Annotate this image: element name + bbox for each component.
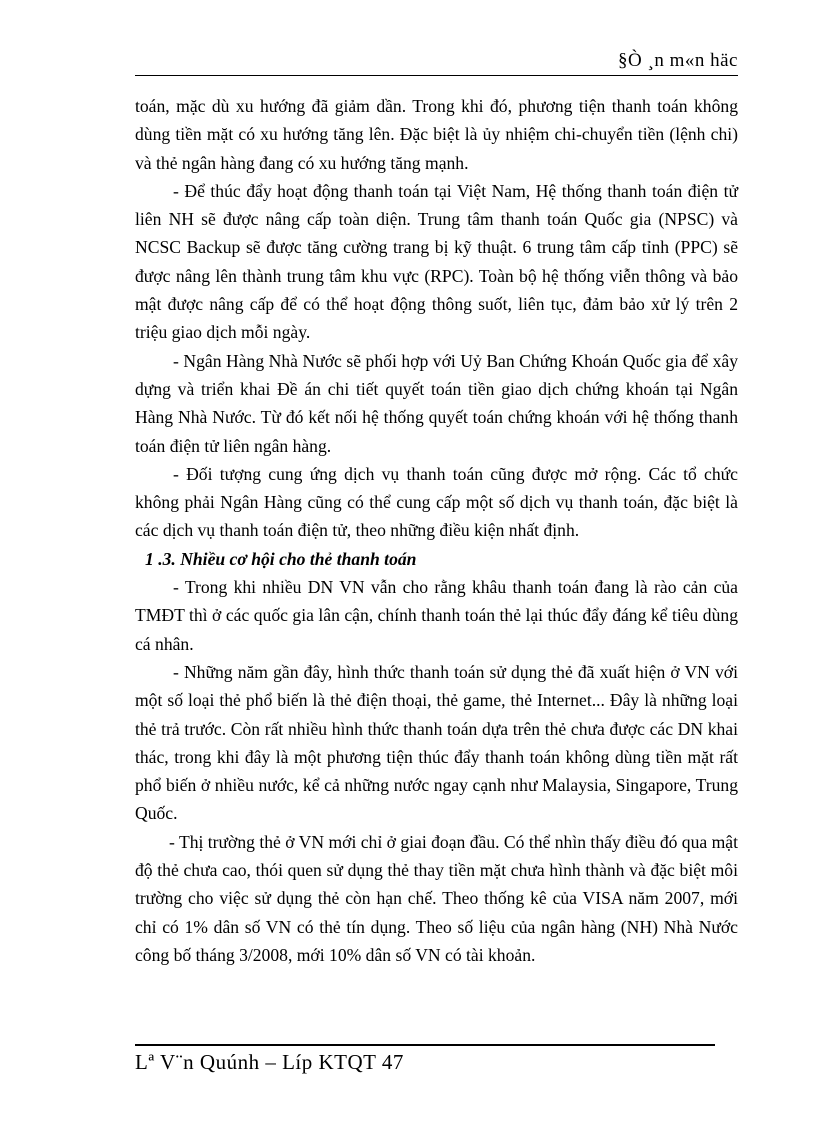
paragraph-2: - Để thúc đẩy hoạt động thanh toán tại Việt Nam, Hệ thống thanh toán điện tử liên NH sẽ được nâng cấp toàn diện. Trung tâm thanh toán Quốc gia (NPSC) và NCSC Backup sẽ được tăng cường trang bị kỹ thuật. 6 trung tâm cấp tỉnh (PPC) sẽ được nâng lên thành trung tâm khu vực (RPC). Toàn bộ hệ thống viễn thông và bảo mật được nâng cấp để có thể hoạt động thông suốt, liên tục, đảm bảo xử lý trên 2 triệu giao dịch mỗi ngày. <box>135 180 738 343</box>
paragraph-5: - Trong khi nhiều DN VN vẫn cho rằng khâu thanh toán đang là rào cản của TMĐT thì ở các quốc gia lân cận, chính thanh toán thẻ lại thúc đẩy đáng kể tiêu dùng cá nhân. <box>135 577 738 654</box>
paragraph-7: - Thị trường thẻ ở VN mới chỉ ở giai đoạn đầu. Có thể nhìn thấy điều đó qua mật độ thẻ chưa cao, thói quen sử dụng thẻ thay tiền mặt chưa hình thành và đặc biệt môi trường cho việc sử dụng thẻ còn hạn chế. Theo thống kê của VISA năm 2007, mới chỉ có 1% dân số VN có thẻ tín dụng. Theo số liệu của ngân hàng (NH) Nhà Nước công bố tháng 3/2008, mới 10% dân số VN có tài khoản. <box>135 831 738 965</box>
paragraph-3: - Ngân Hàng Nhà Nước sẽ phối hợp với Uỷ Ban Chứng Khoán Quốc gia để xây dựng và triển khai Đề án chi tiết quyết toán tiền giao dịch chứng khoán tại Ngân Hàng Nhà Nước. Từ đó kết nối hệ thống quyết toán chứng khoán với hệ thống thanh toán điện tử liên ngân hàng. <box>135 350 738 456</box>
paragraph-4: - Đối tượng cung ứng dịch vụ thanh toán cũng được mở rộng. Các tổ chức không phải Ngân Hàng cũng có thể cung cấp một số dịch vụ thanh toán, đặc biệt là các dịch vụ thanh toán điện tử, theo những điều kiện nhất định. <box>135 463 738 541</box>
page-header-title: §Ò ¸n m«n häc <box>618 50 738 71</box>
paragraph-6: - Những năm gần đây, hình thức thanh toán sử dụng thẻ đã xuất hiện ở VN với một số loại thẻ phổ biến là thẻ điện thoại, thẻ game, thẻ Internet... Đây là những loại thẻ trả trước. Còn rất nhiều hình thức thanh toán dựa trên thẻ chưa được các DN khai thác, trong khi đây là một phương tiện thúc đẩy thanh toán không dùng tiền mặt rất phổ biến ở nhiều nước, kể cả những nước ngay cạnh như Malaysia, Singapore, Trung Quốc. <box>135 661 738 824</box>
document-body <box>135 92 738 969</box>
footer-divider <box>135 1044 715 1046</box>
section-heading: 1 .3. Nhiều cơ hội cho thẻ thanh toán <box>145 548 417 569</box>
paragraph-1: toán, mặc dù xu hướng đã giảm dần. Trong khi đó, phương tiện thanh toán không dùng tiền mặt có xu hướng tăng lên. Đặc biệt là ủy nhiệm chi-chuyển tiền (lệnh chi) và thẻ ngân hàng đang có xu hướng tăng mạnh. <box>135 96 738 173</box>
page-footer-author: Lª V¨n Quúnh – Líp KTQT 47 <box>135 1050 404 1074</box>
header-divider <box>135 75 738 76</box>
